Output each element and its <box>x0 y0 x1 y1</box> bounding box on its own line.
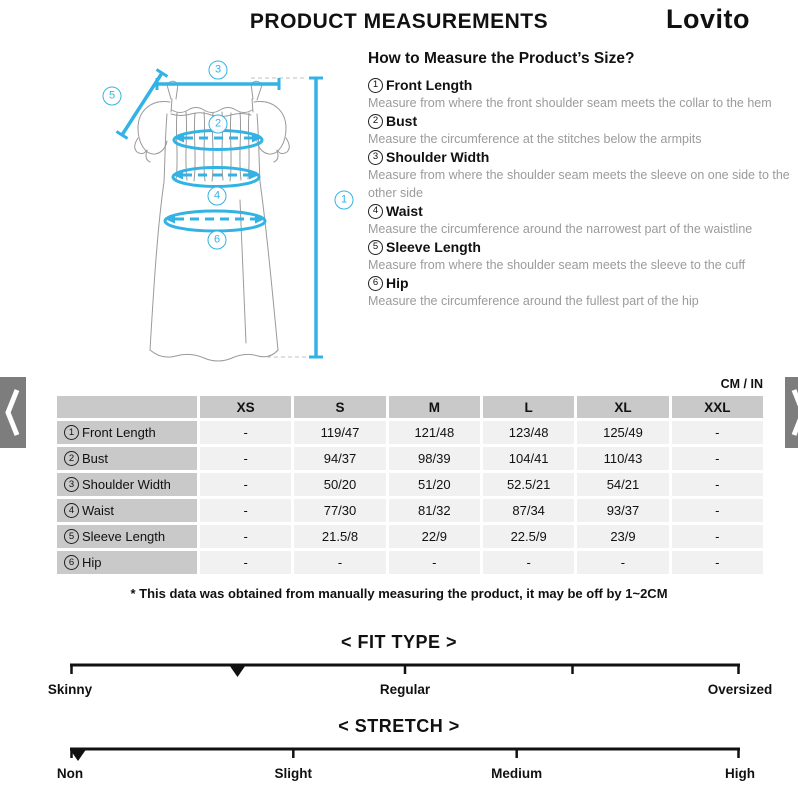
measure-item-label: Bust <box>386 113 418 129</box>
measurement-cell: 22/9 <box>389 525 480 548</box>
measurement-cell: 110/43 <box>577 447 668 470</box>
measure-item-description: Measure from where the shoulder seam meets the sleeve to the cuff <box>368 258 746 272</box>
circled-number: 5 <box>368 240 383 255</box>
stretch-label-slight: Slight <box>274 766 313 781</box>
size-column-header: XL <box>577 396 668 418</box>
size-column-header: XS <box>200 396 291 418</box>
measure-item-name <box>368 202 794 220</box>
measure-item-label: Shoulder Width <box>386 149 490 165</box>
chevron-right-icon <box>785 377 798 448</box>
table-row <box>57 421 763 444</box>
measure-item-description: Measure from where the shoulder seam meets the sleeve on one side to the other side <box>368 168 790 200</box>
measurement-cell: - <box>200 421 291 444</box>
chevron-left-icon <box>0 377 26 448</box>
size-table <box>54 393 766 577</box>
row-label-text: Hip <box>82 555 102 570</box>
measurement-cell: - <box>672 525 763 548</box>
measurement-cell: 52.5/21 <box>483 473 574 496</box>
circled-number: 5 <box>64 529 79 544</box>
measurement-cell: 98/39 <box>389 447 480 470</box>
table-head <box>57 396 763 418</box>
measure-item-name <box>368 76 794 94</box>
measurement-cell: 94/37 <box>294 447 385 470</box>
measure-guide-heading: How to Measure the Product’s Size? <box>368 50 635 67</box>
measurement-cell: 21.5/8 <box>294 525 385 548</box>
measure-item-name <box>368 238 794 256</box>
measurement-cell: 23/9 <box>577 525 668 548</box>
row-label-cell <box>57 473 197 496</box>
measurement-cell: 51/20 <box>389 473 480 496</box>
measure-guide-list <box>368 76 794 310</box>
carousel-prev-button[interactable] <box>0 377 26 448</box>
fit-type-marker <box>230 666 246 678</box>
measurement-cell: - <box>294 551 385 574</box>
stretch-scale <box>70 747 740 762</box>
measure-item-description: Measure the circumference around the narrowest part of the waistline <box>368 222 753 236</box>
table-row <box>57 447 763 470</box>
stretch-label-non: Non <box>56 766 84 781</box>
size-column-header: L <box>483 396 574 418</box>
units-label: CM / IN <box>720 377 763 391</box>
measure-item-name <box>368 112 794 130</box>
measurement-cell: 54/21 <box>577 473 668 496</box>
circled-number: 6 <box>368 276 383 291</box>
circled-number: 6 <box>64 555 79 570</box>
measurement-cell: - <box>672 447 763 470</box>
measurement-cell: 81/32 <box>389 499 480 522</box>
diagram-callout-3: 3 <box>209 61 228 80</box>
row-label-cell <box>57 447 197 470</box>
row-label-cell <box>57 551 197 574</box>
measurement-cell: - <box>672 499 763 522</box>
measurement-cell: 104/41 <box>483 447 574 470</box>
size-column-header: S <box>294 396 385 418</box>
measurement-cell: - <box>577 551 668 574</box>
page-title: PRODUCT MEASUREMENTS <box>249 10 549 33</box>
fit-type-scale <box>70 663 740 678</box>
measurement-cell: 123/48 <box>483 421 574 444</box>
table-body <box>57 421 763 574</box>
measurement-cell: 119/47 <box>294 421 385 444</box>
table-row <box>57 499 763 522</box>
table-row <box>57 473 763 496</box>
measurement-cell: - <box>672 551 763 574</box>
measure-item-label: Sleeve Length <box>386 239 481 255</box>
diagram-callout-1: 1 <box>335 191 354 210</box>
measurement-cell: - <box>200 551 291 574</box>
measurement-marks <box>117 70 324 358</box>
diagram-callout-4: 4 <box>208 187 227 206</box>
table-row <box>57 551 763 574</box>
table-corner-cell <box>57 396 197 418</box>
measurement-cell: - <box>200 473 291 496</box>
carousel-next-button[interactable] <box>785 377 798 448</box>
measurement-disclaimer: * This data was obtained from manually measuring the product, it may be off by 1~2CM <box>130 586 668 601</box>
diagram-callout-5: 5 <box>103 87 122 106</box>
circled-number: 4 <box>64 503 79 518</box>
row-label-cell <box>57 525 197 548</box>
measurement-cell: 77/30 <box>294 499 385 522</box>
measurement-cell: 50/20 <box>294 473 385 496</box>
measure-item-description: Measure from where the front shoulder seam meets the collar to the hem <box>368 96 772 110</box>
row-label-text: Shoulder Width <box>82 477 171 492</box>
row-label <box>57 425 197 440</box>
measurement-cell: 22.5/9 <box>483 525 574 548</box>
row-label-text: Sleeve Length <box>82 529 166 544</box>
row-label-text: Front Length <box>82 425 156 440</box>
measure-item-label: Hip <box>386 275 409 291</box>
stretch-title: < STRETCH > <box>338 716 460 736</box>
row-label <box>57 529 197 544</box>
stretch-label-medium: Medium <box>491 766 543 781</box>
measure-item-description: Measure the circumference at the stitches below the armpits <box>368 132 702 146</box>
measure-item-description: Measure the circumference around the fullest part of the hip <box>368 294 699 308</box>
row-label-text: Bust <box>82 451 109 466</box>
circled-number: 4 <box>368 204 383 219</box>
measurement-cell: - <box>200 525 291 548</box>
circled-number: 1 <box>368 78 383 93</box>
measure-guide <box>368 50 794 310</box>
measurement-cell: 87/34 <box>483 499 574 522</box>
measurement-cell: - <box>483 551 574 574</box>
row-label <box>57 555 197 570</box>
measurement-cell: 93/37 <box>577 499 668 522</box>
row-label <box>57 477 197 492</box>
size-column-header: XXL <box>672 396 763 418</box>
table-row <box>57 525 763 548</box>
measurement-cell: 125/49 <box>577 421 668 444</box>
circled-number: 3 <box>64 477 79 492</box>
circled-number: 2 <box>64 451 79 466</box>
stretch-label-high: High <box>725 766 755 781</box>
fit-type-label-regular: Regular <box>379 682 431 697</box>
product-diagram <box>55 50 365 380</box>
fit-type-title: < FIT TYPE > <box>340 632 458 652</box>
fit-type-label-oversized: Oversized <box>707 682 773 697</box>
measurement-cell: - <box>200 447 291 470</box>
measure-item-name <box>368 274 794 292</box>
row-label-cell <box>57 421 197 444</box>
measure-item-label: Front Length <box>386 77 473 93</box>
brand-logo: Lovito <box>666 4 750 34</box>
measurement-cell: - <box>672 473 763 496</box>
measure-item-label: Waist <box>386 203 423 219</box>
diagram-callout-2: 2 <box>209 115 228 134</box>
measurement-cell: - <box>389 551 480 574</box>
circled-number: 2 <box>368 114 383 129</box>
row-label-text: Waist <box>82 503 115 518</box>
measurement-cell: - <box>672 421 763 444</box>
row-label-cell <box>57 499 197 522</box>
diagram-callout-6: 6 <box>208 231 227 250</box>
measure-item-name <box>368 148 794 166</box>
measurement-cell: - <box>200 499 291 522</box>
row-label <box>57 503 197 518</box>
row-label <box>57 451 197 466</box>
circled-number: 3 <box>368 150 383 165</box>
dress-sketch <box>55 50 365 380</box>
table-header-row <box>57 396 763 418</box>
size-column-header: M <box>389 396 480 418</box>
measurement-cell: 121/48 <box>389 421 480 444</box>
fit-type-label-skinny: Skinny <box>47 682 93 697</box>
circled-number: 1 <box>64 425 79 440</box>
